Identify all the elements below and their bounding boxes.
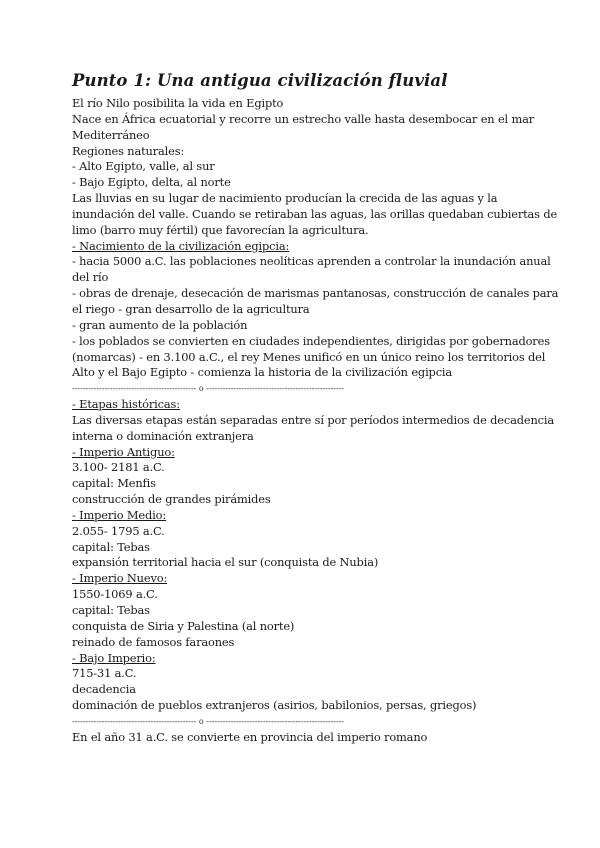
document-page <box>72 68 559 746</box>
text-line: - los poblados se convierten en ciudades independientes, dirigidas por gobernadores <box>72 333 550 348</box>
separator-line: ---------------------------------------------- o --------------------------------------------------- <box>72 384 345 394</box>
text-line: - Bajo Egipto, delta, al norte <box>72 175 231 190</box>
text-line: inundación del valle. Cuando se retiraban las aguas, las orillas quedaban cubiertas de <box>72 206 558 221</box>
text-line: (nomarcas) - en 3.100 a.C., el rey Menes unificó en un único reino los territorios del <box>72 349 546 364</box>
text-line: Las diversas etapas están separadas entre sí por períodos intermedios de decadencia <box>72 412 555 427</box>
text-line: dominación de pueblos extranjeros (asirios, babilonios, persas, griegos) <box>72 698 477 713</box>
text-line: 2.055- 1795 a.C. <box>72 523 165 538</box>
text-line: limo (barro muy fértil) que favorecían la agricultura. <box>72 222 369 237</box>
text-line: Las lluvias en su lugar de nacimiento producían la crecida de las aguas y la <box>72 191 498 206</box>
text-line: 3.100- 2181 a.C. <box>72 460 165 475</box>
text-line: capital: Tebas <box>72 539 150 554</box>
text-line: reinado de famosos faraones <box>72 634 235 649</box>
text-line: El río Nilo posibilita la vida en Egipto <box>72 96 284 110</box>
text-line: decadencia <box>72 682 136 697</box>
text-line: - Alto Egipto, valle, al sur <box>72 159 215 174</box>
subheading-imperio-medio: - Imperio Medio: <box>72 507 167 522</box>
text-line: Alto y el Bajo Egipto - comienza la historia de la civilización egipcia <box>72 365 453 380</box>
text-line: Nace en África ecuatorial y recorre un estrecho valle hasta desembocar en el mar <box>72 111 535 126</box>
text-line: del río <box>72 270 109 285</box>
text-line: - hacia 5000 a.C. las poblaciones neolíticas aprenden a controlar la inundación anual <box>72 254 551 269</box>
text-line: 715-31 a.C. <box>72 666 137 681</box>
text-line: capital: Menfis <box>72 476 156 491</box>
separator-line: ---------------------------------------------- o --------------------------------------------------- <box>72 716 345 726</box>
subheading-etapas: - Etapas históricas: <box>72 397 180 412</box>
text-line: capital: Tebas <box>72 603 150 617</box>
text-line: conquista de Siria y Palestina (al norte) <box>72 618 295 633</box>
text-line: expansión territorial hacia el sur (conquista de Nubia) <box>72 555 379 570</box>
text-line: Mediterráneo <box>72 127 150 142</box>
text-line: - gran aumento de la población <box>72 317 248 332</box>
subheading-bajo-imperio: - Bajo Imperio: <box>72 650 156 665</box>
text-line: interna o dominación extranjera <box>72 428 254 443</box>
subheading-imperio-antiguo: - Imperio Antiguo: <box>72 444 175 459</box>
section-title: Punto 1: Una antigua civilización fluvial <box>72 71 448 90</box>
subheading-nacimiento: - Nacimiento de la civilización egipcia: <box>72 238 290 253</box>
text-line: el riego - gran desarrollo de la agricultura <box>72 301 310 316</box>
subheading-imperio-nuevo: - Imperio Nuevo: <box>72 571 168 586</box>
text-line: 1550-1069 a.C. <box>72 587 158 602</box>
text-line: - obras de drenaje, desecación de marismas pantanosas, construcción de canales para <box>72 286 559 301</box>
text-line: Regiones naturales: <box>72 143 185 158</box>
text-line: En el año 31 a.C. se convierte en provincia del imperio romano <box>72 729 428 744</box>
text-line: construcción de grandes pirámides <box>72 492 271 507</box>
